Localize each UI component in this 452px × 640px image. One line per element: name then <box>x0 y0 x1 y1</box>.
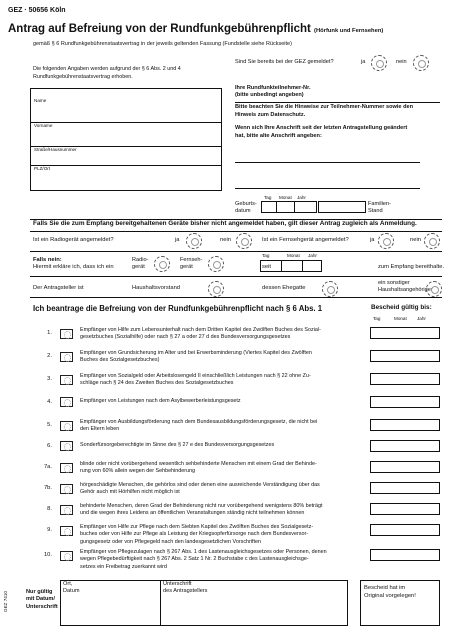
ehegatte-checkbox[interactable] <box>322 281 338 297</box>
ort-datum-field[interactable] <box>60 580 160 626</box>
address-box <box>30 88 222 191</box>
radio-question: Ist ein Radiogerät angemeldet? <box>33 237 114 243</box>
teilnehmer-label-2: (bitte unbedingt angeben) <box>235 92 304 98</box>
radio-ja-checkbox[interactable] <box>186 233 202 249</box>
anschrift-text-1: Wenn sich Ihre Anschrift seit der letzten Antragstellung geändert <box>235 125 408 131</box>
item-number: 7a. <box>43 464 52 470</box>
item-line: Empfänger von Ausbildungsförderung nach dem Bundesausbildungsförderungsgesetz, die nicht bei <box>80 419 318 425</box>
tv-nein-label: nein <box>410 237 421 243</box>
falls-nein-title: Falls nein: <box>33 257 62 263</box>
sonstiger-label-2: Haushaltsangehöriger <box>378 287 433 293</box>
item-line: blinde oder nicht vorübergehend wesentlich sehbehinderte Menschen mit einem Grad der Behinde- <box>80 461 317 467</box>
item-number: 6. <box>47 443 52 449</box>
item-number: 7b. <box>43 485 52 491</box>
item-checkbox[interactable] <box>60 441 73 451</box>
item-line: Empfänger von Leistungen nach dem Asylbewerberleistungsgesetz <box>80 398 241 404</box>
item-number: 3. <box>47 376 52 382</box>
unterschrift-label-1: Unterschrift <box>163 581 192 587</box>
sonstiger-label-1: ein sonstiger <box>378 280 410 286</box>
seit-date-field[interactable] <box>260 260 322 272</box>
list-item <box>80 398 370 405</box>
birthdate-divider-2 <box>294 201 295 213</box>
birth-tag: Tag <box>264 195 272 200</box>
seit-tag: Tag <box>262 253 270 258</box>
list-item <box>80 482 370 497</box>
list-item <box>80 442 370 449</box>
office-address: GEZ · 50656 Köln <box>8 7 66 14</box>
list-item <box>80 524 370 546</box>
birthdate-field[interactable] <box>261 201 317 213</box>
vorname-label: Vorname <box>34 123 53 128</box>
item-number: 1. <box>47 330 52 336</box>
list-item <box>80 350 370 365</box>
tv-geraet-1: Fernseh- <box>180 257 203 263</box>
strasse-label: Straße/Hausnummer <box>34 147 77 152</box>
item-number: 5. <box>47 422 52 428</box>
list-item <box>80 549 370 571</box>
item-line: gesetzbuches (Sozialhilfe) oder nach § 27 a oder 27 d des Bundesversorgungsgesetzes <box>80 334 291 341</box>
gez-question: Sind Sie bereits bei der GEZ gemeldet? <box>235 59 334 65</box>
seit-label: seit <box>262 264 272 270</box>
valid-date-field[interactable] <box>370 373 440 385</box>
valid-date-field[interactable] <box>370 461 440 473</box>
strasse-field[interactable] <box>30 165 222 166</box>
exemption-list <box>30 323 442 573</box>
seit-divider-2 <box>302 260 303 272</box>
valid-date-field[interactable] <box>370 482 440 494</box>
footer-note-1: Nur gültig <box>26 589 53 595</box>
item-line: und die wegen ihres Leidens an öffentlichen Veranstaltungen ständig nicht teilnehmen können <box>80 510 305 517</box>
item-checkbox[interactable] <box>60 505 73 515</box>
item-line: buches oder von Hilfe zur Pflege als Leistung der Kriegsopferfürsorge nach dem Bundesversor- <box>80 531 309 538</box>
item-line: Sonderfürsorgeberechtigte im Sinne des § 27 e des Bundesversorgungsgesetzes <box>80 442 275 448</box>
valid-monat: Monat <box>394 316 407 321</box>
birth-jahr: Jahr <box>297 195 306 200</box>
form-title <box>8 24 383 36</box>
tv-nein-checkbox[interactable] <box>424 233 440 249</box>
seit-jahr: Jahr <box>308 253 317 258</box>
plz-label: PLZ/Ort <box>34 166 51 171</box>
item-number: 10. <box>43 552 52 558</box>
section-title: Ich beantrage die Befreiung von der Rundfunkgebührenpflicht nach § 6 Abs. 1 <box>33 304 323 313</box>
divider-3 <box>30 251 442 252</box>
radio-nein-checkbox[interactable] <box>236 233 252 249</box>
radio-ja-label: ja <box>175 237 180 243</box>
item-line: Empfänger von Sozialgeld oder Arbeitslosengeld II einschließlich Leistungen nach § 22 ohne Zu- <box>80 373 311 379</box>
item-line: Gehör auch mit Hörhilfen nicht möglich ist <box>80 489 180 496</box>
falls-nein-end: zum Empfang bereithalte. <box>378 264 445 270</box>
hint-text-1: Bitte beachten Sie die Hinweise zur Teilnehmer-Nummer sowie den <box>235 104 414 110</box>
gez-nein-label: nein <box>396 59 407 65</box>
ort-label: Ort, <box>63 581 73 587</box>
family-status-field[interactable] <box>318 201 366 213</box>
valid-date-field[interactable] <box>370 350 440 362</box>
gez-nein-checkbox[interactable] <box>413 55 429 71</box>
birth-label-1: Geburts- <box>235 201 257 207</box>
divider-4 <box>30 276 442 277</box>
radio-nein-label: nein <box>220 237 231 243</box>
tv-ja-label: ja <box>370 237 375 243</box>
item-line: wegen Pflegebedürftigkeit nach § 267 Abs. 2 Satz 1 Nr. 2 Buchstabe c des Lastenausgleichsge- <box>80 556 309 563</box>
item-line: setzes ein Freibetrag zuerkannt wird <box>80 563 167 570</box>
form-title-suffix: (Hörfunk und Fernsehen) <box>314 28 384 34</box>
intro-text-1: Die folgenden Angaben werden aufgrund der § 6 Abs. 2 und 4 <box>33 66 181 72</box>
list-item <box>80 503 370 518</box>
falls-nein-text: Hiermit erkläre ich, dass ich ein <box>33 264 114 270</box>
teilnehmer-label-1: Ihre Rundfunkteilnehmer-Nr. <box>235 85 311 91</box>
item-line: Empfänger von Grundsicherung im Alter und bei Erwerbsminderung (Viertes Kapitel des Zwölften <box>80 350 312 356</box>
valid-date-field[interactable] <box>370 503 440 515</box>
item-number: 8. <box>47 506 52 512</box>
registration-warning: Falls Sie die zum Empfang bereitgehaltenen Geräte bisher nicht angemeldet haben, gilt dieser Antrag zugleich als Anmeldung. <box>33 220 417 227</box>
gez-ja-label: ja <box>361 59 366 65</box>
bescheid-label-1: Bescheid hat im <box>364 585 406 591</box>
valid-date-field[interactable] <box>370 419 440 431</box>
tv-question: Ist ein Fernsehgerät angemeldet? <box>262 237 349 243</box>
item-checkbox[interactable] <box>60 484 73 494</box>
haushaltsvorstand-label: Haushaltsvorstand <box>132 285 181 291</box>
gez-ja-checkbox[interactable] <box>371 55 387 71</box>
datum-label: Datum <box>63 588 80 594</box>
name-field[interactable] <box>30 122 222 123</box>
ehegatte-label: dessen Ehegatte <box>262 285 306 291</box>
item-checkbox[interactable] <box>60 397 73 407</box>
item-checkbox[interactable] <box>60 352 73 362</box>
bescheid-label-2: Original vorgelegen! <box>364 593 416 599</box>
seit-monat: Monat <box>287 253 300 258</box>
list-item <box>80 327 370 342</box>
item-line: behinderte Menschen, deren Grad der Behinderung nicht nur vorübergehend wenigstens 80% beträgt <box>80 503 323 509</box>
item-line: Empfänger von Hilfe zum Lebensunterhalt nach dem Dritten Kapitel des Zwölften Buches des Sozial- <box>80 327 321 333</box>
unterschrift-label-2: des Antragstellers <box>163 588 208 594</box>
footer-note-2: mit Datum/ <box>26 596 55 603</box>
item-line: rung von 60% allein wegen der Sehbehinderung <box>80 468 196 475</box>
valid-date-field[interactable] <box>370 396 440 408</box>
seit-divider-1 <box>281 260 282 272</box>
item-checkbox[interactable] <box>60 375 73 385</box>
footer-note-3: Unterschrift <box>26 603 58 610</box>
radio-geraet-2: gerät <box>132 264 145 270</box>
valid-until-label: Bescheid gültig bis: <box>371 304 432 311</box>
family-label-2: Stand <box>368 208 383 214</box>
item-line: den Eltern leben <box>80 426 120 433</box>
item-line: Empfänger von Pflegezulagen nach § 267 Abs. 1 des Lastenausgleichsgesetzes oder Personen, denen <box>80 549 327 555</box>
birth-label-2: datum <box>235 208 251 214</box>
old-address-line-2[interactable] <box>235 188 420 189</box>
sonstiger-checkbox[interactable] <box>426 281 442 297</box>
antragsteller-label: Der Antragsteller ist <box>33 285 84 291</box>
item-number: 9. <box>47 527 52 533</box>
family-label-1: Familien- <box>368 201 392 207</box>
item-line: gungsgesetz oder von Pflegegeld nach den landesgesetzlichen Vorschriften <box>80 538 262 545</box>
radio-geraet-1: Radio- <box>132 257 149 263</box>
tv-ja-checkbox[interactable] <box>378 233 394 249</box>
item-checkbox[interactable] <box>60 526 73 536</box>
tv-geraet-checkbox[interactable] <box>208 256 224 272</box>
item-checkbox[interactable] <box>60 463 73 473</box>
name-label: Name <box>34 98 47 103</box>
birth-monat: Monat <box>279 195 292 200</box>
valid-jahr: Jahr <box>417 316 426 321</box>
valid-date-field[interactable] <box>370 440 440 452</box>
divider-5 <box>30 297 442 298</box>
item-number: 4. <box>47 399 52 405</box>
valid-tag: Tag <box>373 316 381 321</box>
anschrift-text-2: hat, bitte alte Anschrift angeben: <box>235 133 322 139</box>
footer-note <box>26 589 58 611</box>
form-subtitle: gemäß § 6 Rundfunkgebührenstaatsvertrag in der jeweils geltenden Fassung (Fundstelle siehe Rückseite) <box>33 41 292 47</box>
side-code: GEZ 7410 <box>3 591 8 612</box>
item-checkbox[interactable] <box>60 421 73 431</box>
valid-date-field[interactable] <box>370 549 440 561</box>
intro-text-2: Rundfunkgebührenstaatsvertrag erhoben. <box>33 74 133 80</box>
old-address-line-1[interactable] <box>235 162 420 163</box>
hint-text-2: Hinweis zum Datenschutz. <box>235 112 306 118</box>
haushaltsvorstand-checkbox[interactable] <box>208 281 224 297</box>
birthdate-divider-1 <box>276 201 277 213</box>
item-line: schläge nach § 24 des Zweiten Buches des Sozialgesetzbuches <box>80 380 234 387</box>
divider-2 <box>30 231 442 232</box>
list-item <box>80 419 370 434</box>
item-line: hörgeschädigte Menschen, die gehörlos sind oder denen eine ausreichende Verständigung über das <box>80 482 320 488</box>
item-line: Empfänger von Hilfe zur Pflege nach dem Siebten Kapitel des Zwölften Buches des Sozialgesetz- <box>80 524 314 530</box>
item-line: Buches des Sozialgesetzbuches) <box>80 357 160 364</box>
item-checkbox[interactable] <box>60 551 73 561</box>
form-title-main: Antrag auf Befreiung von der Rundfunkgebührenpflicht <box>8 23 311 35</box>
teilnehmer-field[interactable] <box>235 102 440 103</box>
list-item <box>80 461 370 476</box>
item-checkbox[interactable] <box>60 329 73 339</box>
radio-geraet-checkbox[interactable] <box>154 256 170 272</box>
valid-date-field[interactable] <box>370 524 440 536</box>
list-item <box>80 373 370 388</box>
tv-geraet-2: gerät <box>180 264 193 270</box>
valid-date-field[interactable] <box>370 327 440 339</box>
item-number: 2. <box>47 353 52 359</box>
